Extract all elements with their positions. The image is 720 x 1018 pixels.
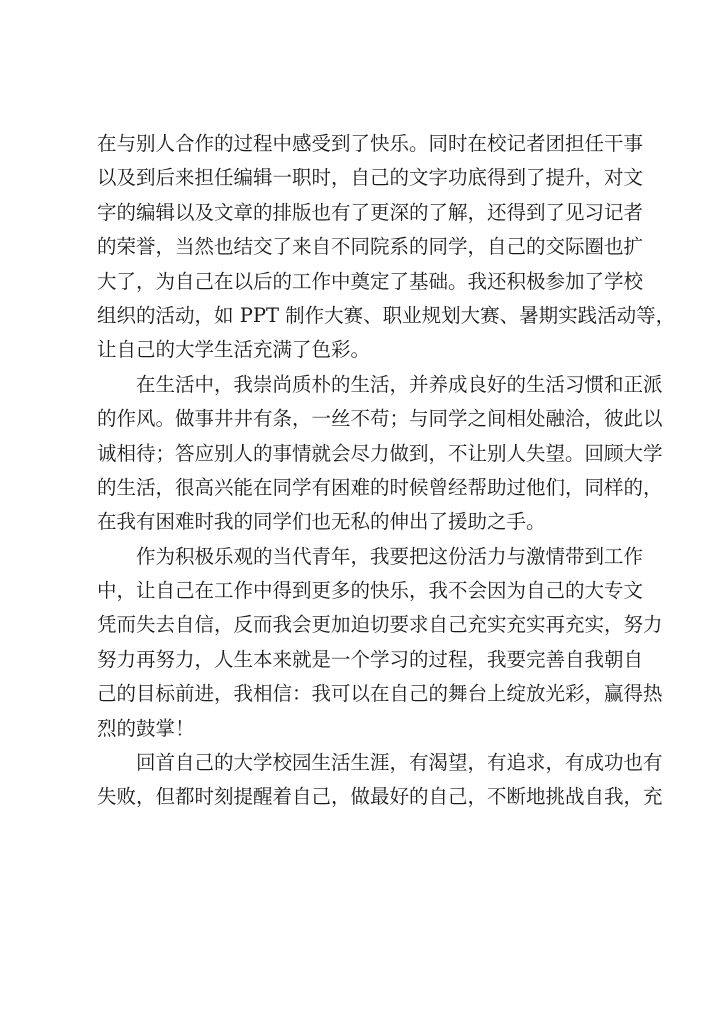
paragraph-3 xyxy=(97,540,663,746)
text-line: 凭而失去自信，反而我会更加迫切要求自己充实充实再充实，努力 xyxy=(97,613,663,637)
text-line: 的荣誉，当然也结交了来自不同院系的同学，自己的交际圈也扩 xyxy=(97,235,644,259)
text-line: 字的编辑以及文章的排版也有了更深的了解，还得到了见习记者 xyxy=(97,200,644,224)
text-line: 作为积极乐观的当代青年，我要把这份活力与激情带到工作 xyxy=(136,544,644,568)
paragraph-4 xyxy=(97,746,663,815)
text-line: 组织的活动，如 PPT 制作大赛、职业规划大赛、暑期实践活动等， xyxy=(97,303,676,327)
text-line: 大了，为自己在以后的工作中奠定了基础。我还积极参加了学校 xyxy=(97,269,644,293)
text-line: 中，让自己在工作中得到更多的快乐，我不会因为自己的大专文 xyxy=(97,579,644,603)
text-line: 诚相待；答应别人的事情就会尽力做到，不让别人失望。回顾大学 xyxy=(97,441,663,465)
text-line: 己的目标前进，我相信：我可以在自己的舞台上绽放光彩，赢得热 xyxy=(97,682,663,706)
text-line: 的生活，很高兴能在同学有困难的时候曾经帮助过他们，同样的， xyxy=(97,475,663,499)
paragraph-2 xyxy=(97,368,663,540)
text-line: 让自己的大学生活充满了色彩。 xyxy=(97,338,371,362)
text-line: 在我有困难时我的同学们也无私的伸出了援助之手。 xyxy=(97,510,546,534)
document-body xyxy=(97,127,676,815)
text-line: 的作风。做事井井有条，一丝不苟；与同学之间相处融洽，彼此以 xyxy=(97,407,663,431)
paragraph-1 xyxy=(97,127,676,368)
text-line: 在与别人合作的过程中感受到了快乐。同时在校记者团担任干事 xyxy=(97,132,644,155)
text-line: 回首自己的大学校园生活生涯，有渴望，有追求，有成功也有 xyxy=(136,751,663,775)
text-line: 烈的鼓掌！ xyxy=(97,716,195,740)
text-line: 努力再努力，人生本来就是一个学习的过程，我要完善自我朝自 xyxy=(97,647,644,671)
text-line: 失败，但都时刻提醒着自己，做最好的自己，不断地挑战自我，充 xyxy=(97,785,663,809)
text-line: 在生活中，我崇尚质朴的生活，并养成良好的生活习惯和正派 xyxy=(136,372,663,396)
text-line: 以及到后来担任编辑一职时，自己的文字功底得到了提升，对文 xyxy=(97,166,644,190)
